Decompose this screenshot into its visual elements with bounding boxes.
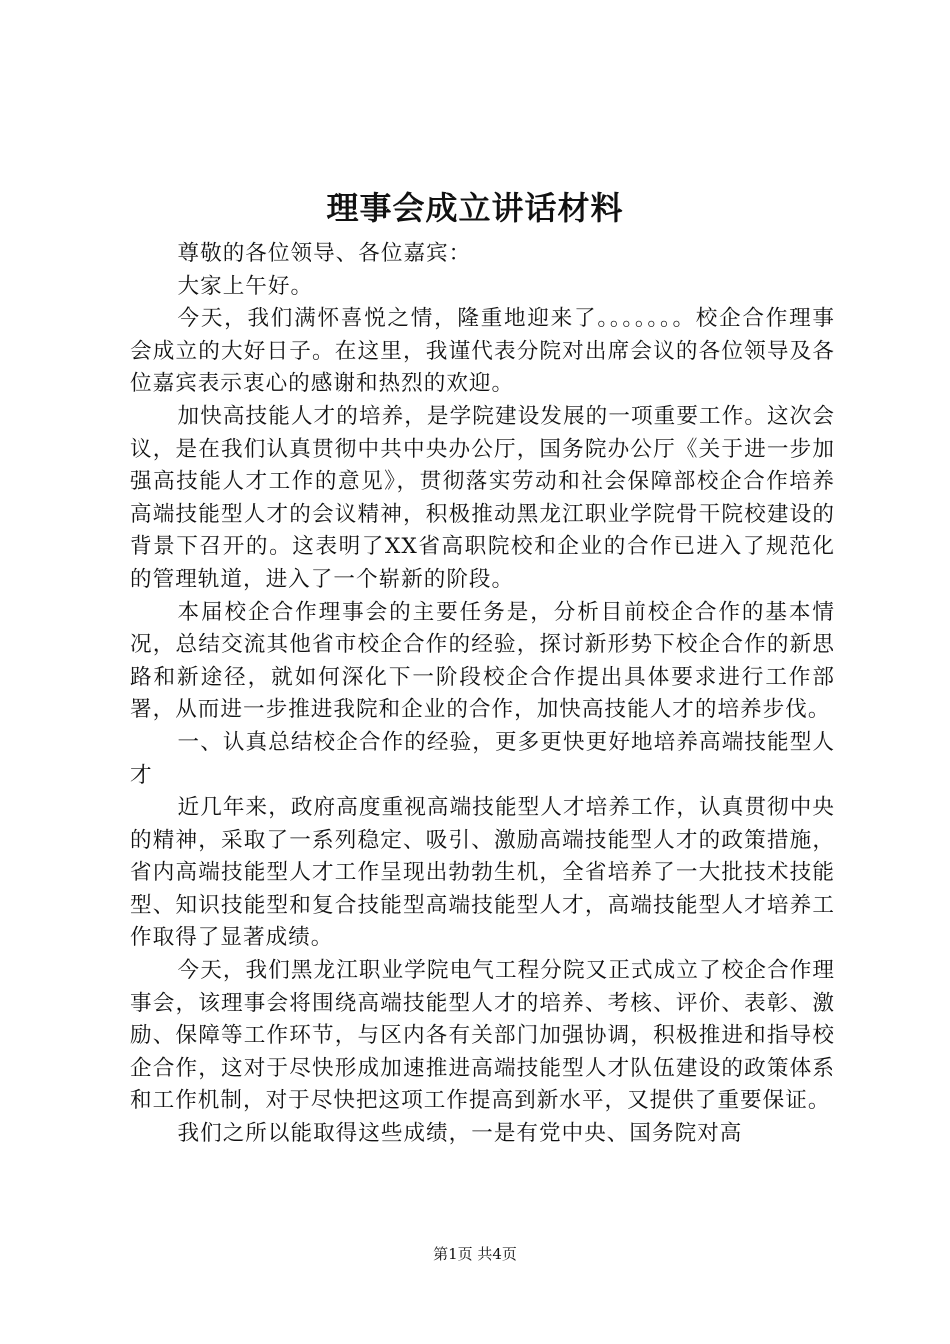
salutation-paragraph: 尊敬的各位领导、各位嘉宾：	[177, 241, 472, 266]
document-body	[130, 238, 835, 1151]
page-number-footer: 第1页 共4页	[433, 1245, 517, 1263]
body-paragraph: 今天，我们黑龙江职业学院电气工程分院又正式成立了校企合作理事会，该理事会将围绕高端技能型人才的培养、考核、评价、表彰、激励、保障等工作环节，与区内各有关部门加强协调，积极推进和指导校企合作，这对于尽快形成加速推进高端技能型人才队伍建设的政策体系和工作机制，对于尽快把这项工作提高到新水平，又提供了重要保证。	[130, 958, 835, 1114]
body-paragraph: 本届校企合作理事会的主要任务是，分析目前校企合作的基本情况，总结交流其他省市校企合作的经验，探讨新形势下校企合作的新思路和新途径，就如何深化下一阶段校企合作提出具体要求进行工作部署，从而进一步推进我院和企业的合作，加快高技能人才的培养步伐。	[130, 599, 835, 723]
body-paragraph: 今天，我们满怀喜悦之情，隆重地迎来了。。。。。。。校企合作理事会成立的大好日子。在这里，我谨代表分院对出席会议的各位领导及各位嘉宾表示衷心的感谢和热烈的欢迎。	[130, 306, 835, 397]
document-title: 理事会成立讲话材料	[326, 189, 624, 227]
greeting-paragraph: 大家上午好。	[177, 273, 314, 299]
body-paragraph: 我们之所以能取得这些成绩，一是有党中央、国务院对高	[177, 1121, 743, 1147]
body-paragraph: 近几年来，政府高度重视高端技能型人才培养工作，认真贯彻中央的精神，采取了一系列稳定、吸引、激励高端技能型人才的政策措施，省内高端技能型人才工作呈现出勃勃生机，全省培养了一大批技术技能型、知识技能型和复合技能型高端技能型人才，高端技能型人才培养工作取得了显著成绩。	[130, 795, 835, 951]
section-heading: 一、认真总结校企合作的经验，更多更快更好地培养高端技能型人才	[130, 729, 835, 788]
body-paragraph: 加快高技能人才的培养，是学院建设发展的一项重要工作。这次会议，是在我们认真贯彻中共中央办公厅，国务院办公厅《关于进一步加强高技能人才工作的意见》，贯彻落实劳动和社会保障部校企合作培养高端技能型人才的会议精神，积极推动黑龙江职业学院骨干院校建设的背景下召开的。这表明了XX省高职院校和企业的合作已进入了规范化的管理轨道，进入了一个崭新的阶段。	[130, 403, 835, 592]
